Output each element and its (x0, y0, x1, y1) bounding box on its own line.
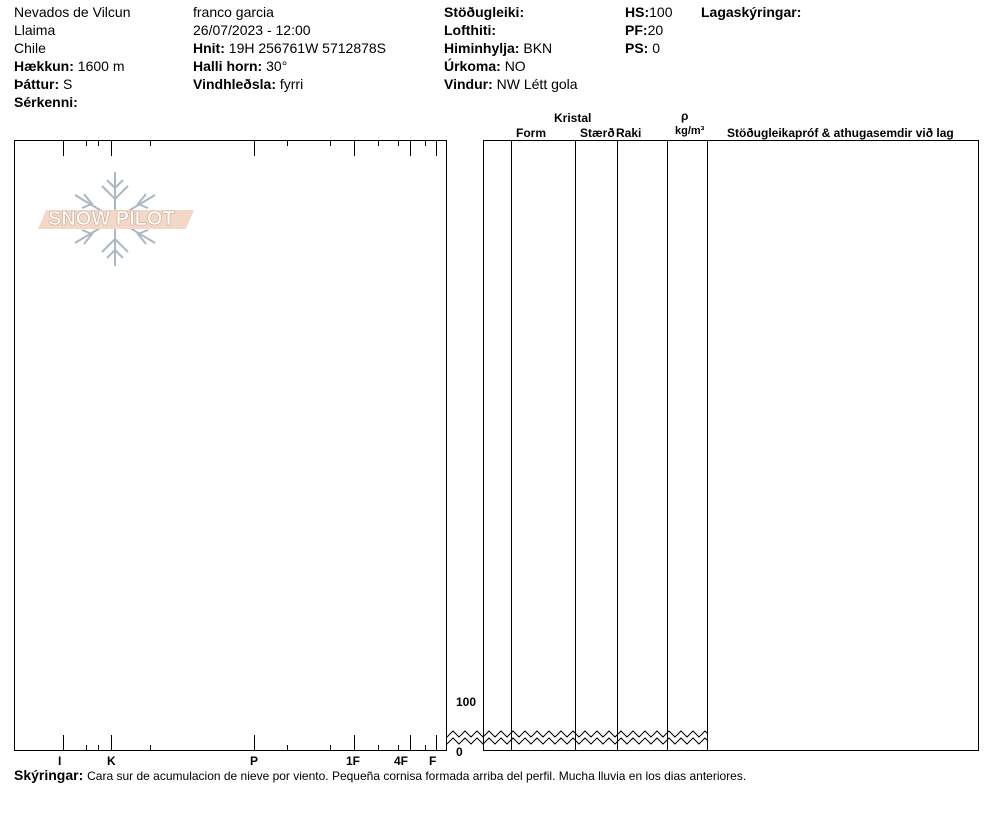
hardness-label: I (58, 754, 62, 768)
top-hardness-ticks (64, 140, 437, 156)
break-marker (447, 738, 708, 744)
hs-value: 100 (649, 4, 673, 20)
hardness-profile-frame (15, 141, 447, 751)
aspect-value: S (63, 76, 73, 92)
depth-top-label: 100 (456, 695, 477, 709)
hs-label: HS: (625, 4, 650, 20)
stability-comments-header: Stöðugleikapróf & athugasemdir við lag (727, 126, 954, 140)
wind-value: NW Létt gola (496, 76, 578, 92)
coords-value: 19H 256761W 5712878S (228, 40, 387, 56)
layer-table-frame (484, 141, 979, 751)
density-unit: kg/m³ (675, 125, 705, 137)
density-symbol: ρ (681, 109, 689, 123)
form-header: Form (516, 126, 546, 140)
depth-bottom-label: 0 (456, 745, 463, 759)
logo-text: SNOW PILOT (48, 208, 175, 230)
stability-label: Stöðugleiki: (444, 4, 525, 20)
comments-row (14, 767, 746, 784)
break-marker (447, 731, 708, 737)
air-temp-label: Lofthiti: (444, 22, 497, 38)
wind-loading-value: fyrri (279, 76, 304, 92)
hardness-label: K (107, 754, 116, 768)
sky-label: Himinhylja: (444, 40, 520, 56)
hardness-label: 1F (346, 754, 361, 768)
precip-value: NO (504, 58, 526, 74)
bottom-hardness-ticks (64, 735, 437, 751)
ps-value: 0 (652, 40, 661, 56)
comments-text: Cara sur de acumulacion de nieve por viento. Pequeña cornisa formada arriba del perfil. Mucha lluvia en los dias anteriores. (87, 769, 747, 783)
features-label: Sérkenni: (14, 94, 78, 110)
size-header: Stærð (580, 126, 615, 140)
hardness-label: F (429, 754, 437, 768)
slope-value: 30° (266, 58, 288, 74)
region-name: Llaima (14, 22, 56, 38)
wind-label: Vindur: (444, 76, 493, 92)
layer-notes-label: Lagaskýringar: (701, 4, 802, 20)
ps-label: PS: (625, 40, 649, 56)
slope-label: Halli horn: (193, 58, 263, 74)
location-name: Nevados de Vilcun (14, 4, 131, 20)
elevation-label: Hækkun: (14, 58, 74, 74)
elevation-value: 1600 m (77, 58, 125, 74)
coords-label: Hnit: (193, 40, 225, 56)
wind-loading-label: Vindhleðsla: (193, 76, 276, 92)
comments-label: Skýringar: (14, 767, 84, 783)
moisture-header: Raki (616, 126, 642, 140)
observer-name: franco garcia (193, 4, 274, 20)
country-name: Chile (14, 40, 46, 56)
hardness-label: P (250, 754, 259, 768)
pf-value: 20 (647, 22, 664, 38)
precip-label: Úrkoma: (444, 58, 501, 74)
observation-datetime: 26/07/2023 - 12:00 (193, 22, 311, 38)
aspect-label: Þáttur: (14, 76, 60, 92)
pf-label: PF: (625, 22, 648, 38)
sky-value: BKN (523, 40, 553, 56)
crystal-group-header: Kristal (554, 111, 592, 125)
hardness-label: 4F (394, 754, 409, 768)
